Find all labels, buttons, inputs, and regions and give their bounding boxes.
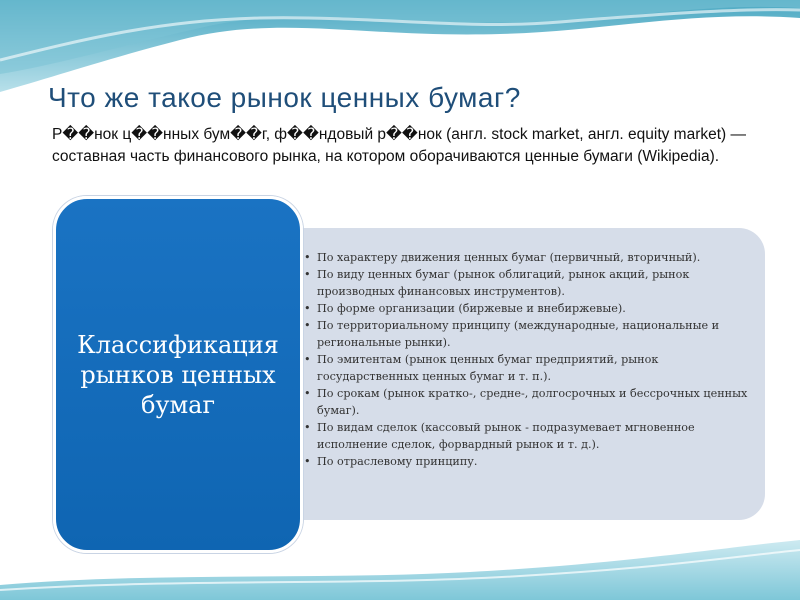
definition-text: Р��нок ц��нных бум��г, ф��ндовый р��нок (англ. stock market, англ. equity market) — составная часть финансового рынка, на котором оборачиваются ценные бумаги (Wikipedia). (52, 126, 747, 165)
criteria-item: • По характеру движения ценных бумаг (первичный, вторичный). (304, 249, 754, 266)
criteria-item: • По территориальному принципу (международные, национальные и региональные рынки). (304, 317, 754, 351)
classification-label: Классификация рынков ценных бумаг (77, 330, 279, 419)
criteria-list (304, 249, 754, 470)
criteria-item: • По срокам (рынок кратко-, средне-, долгосрочных и бессрочных ценных бумаг). (304, 385, 754, 419)
criteria-item: • По видам сделок (кассовый рынок - подразумевает мгновенное исполнение сделок, форвардный рынок и т. д.). (304, 419, 754, 453)
criteria-item: • По отраслевому принципу. (304, 453, 754, 470)
criteria-item: • По виду ценных бумаг (рынок облигаций, рынок акций, рынок производных финансовых инструментов). (304, 266, 754, 300)
criteria-item: • По эмитентам (рынок ценных бумаг предприятий, рынок государственных ценных бумаг и т. п.). (304, 351, 754, 385)
criteria-item: • По форме организации (биржевые и внебиржевые). (304, 300, 754, 317)
slide-title: Что же такое рынок ценных бумаг? (48, 82, 521, 113)
classification-box (53, 196, 303, 553)
